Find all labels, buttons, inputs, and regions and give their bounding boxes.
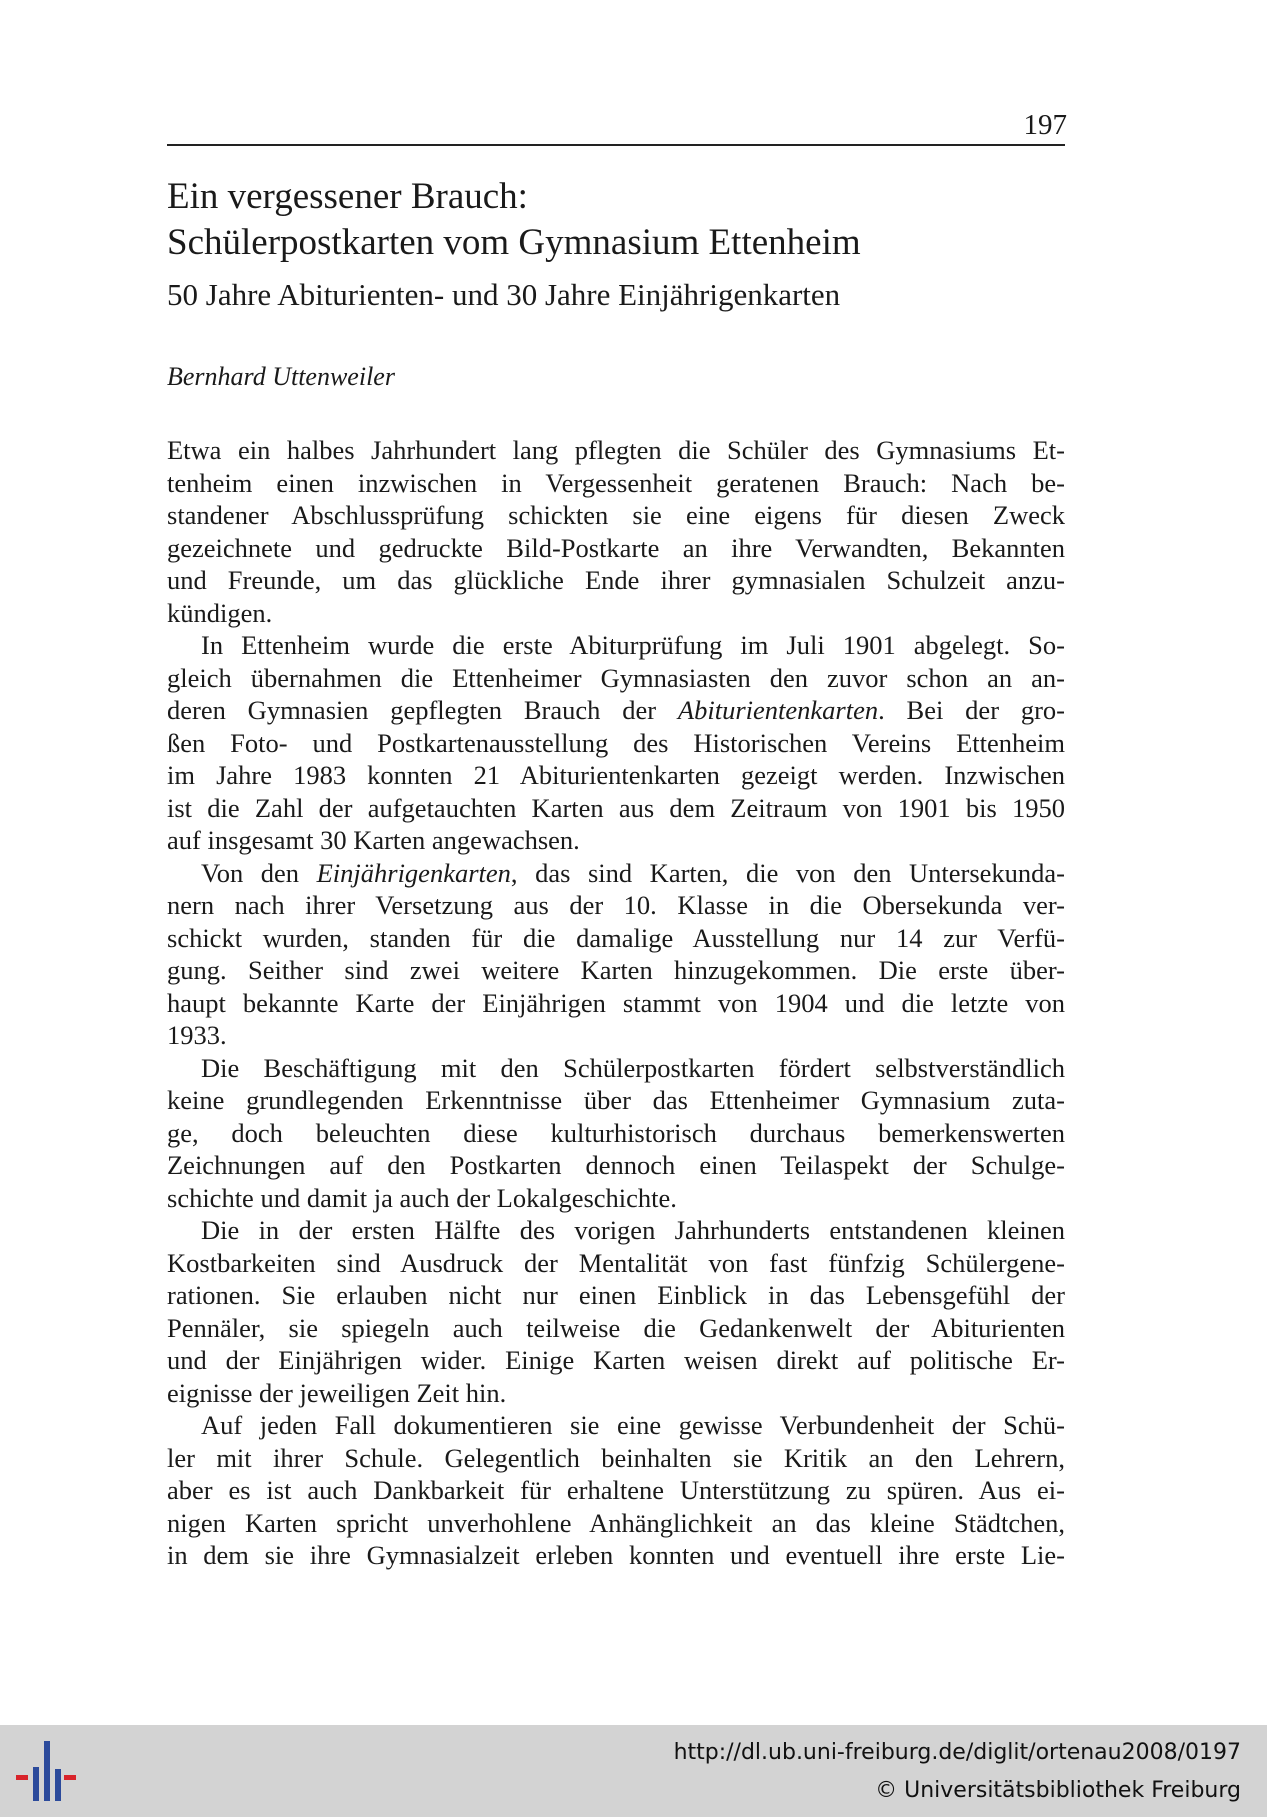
footer-url-link[interactable]: http://dl.ub.uni-freiburg.de/diglit/ortenau2008/0197 [673, 1740, 1241, 1765]
text-line: In Ettenheim wurde die erste Abiturprüfung im Juli 1901 abgelegt. So- [201, 630, 1065, 660]
title-line-1: Ein vergessener Brauch: [167, 176, 528, 217]
logo-red-bar-left [16, 1775, 28, 1780]
paragraph-3 [167, 857, 1065, 1052]
text-line: ßen Foto- und Postkartenausstellung des Historischen Vereins Ettenheim [167, 727, 1065, 758]
logo-blue-bar-tall [33, 1767, 39, 1801]
text-fragment: . Bei der gro- [878, 695, 1065, 725]
text-line [167, 857, 1065, 890]
text-line: Auf jeden Fall dokumentieren sie eine gewisse Verbundenheit der Schü- [201, 1410, 1065, 1440]
logo-blue-bar-full [44, 1741, 50, 1801]
title-line-2: Schülerpostkarten vom Gymnasium Ettenheim [167, 222, 861, 263]
header-rule [167, 144, 1065, 146]
paragraph-4 [167, 1052, 1065, 1215]
paragraph-6 [167, 1409, 1065, 1572]
text-line: nern nach ihrer Versetzung aus der 10. Klasse in die Obersekunda ver- [167, 890, 1065, 920]
article-subtitle: 50 Jahre Abiturienten- und 30 Jahre Einjährigenkarten [167, 277, 841, 312]
text-line: schickt wurden, standen für die damalige Ausstellung nur 14 zur Verfü- [167, 922, 1065, 953]
paragraph-1 [167, 434, 1065, 629]
text-line: keine grundlegenden Erkenntnisse über das Ettenheimer Gymnasium zuta- [167, 1085, 1065, 1115]
footer-copyright: © Universitätsbibliothek Freiburg [875, 1778, 1241, 1803]
page-number: 197 [1023, 109, 1067, 141]
text-line: schichte und damit ja auch der Lokalgeschichte. [167, 1182, 677, 1213]
text-line: Etwa ein halbes Jahrhundert lang pflegten die Schüler des Gymnasiums Et- [167, 435, 1065, 465]
article-author: Bernhard Uttenweiler [167, 362, 395, 391]
paragraph-2 [167, 629, 1065, 857]
text-fragment: deren Gymnasien gepflegten Brauch der [167, 695, 678, 725]
text-line: in dem sie ihre Gymnasialzeit erleben konnten und eventuell ihre erste Lie- [167, 1540, 1065, 1570]
text-line: Kostbarkeiten sind Ausdruck der Mentalität von fast fünfzig Schülergene- [167, 1247, 1065, 1278]
text-fragment: Von den [201, 857, 317, 888]
text-line: ist die Zahl der aufgetauchten Karten aus dem Zeitraum von 1901 bis 1950 [167, 792, 1065, 823]
text-line: eignisse der jeweiligen Zeit hin. [167, 1377, 507, 1408]
text-line: ler mit ihrer Schule. Gelegentlich beinhalten sie Kritik an den Lehrern, [167, 1442, 1065, 1473]
text-line: im Jahre 1983 konnten 21 Abiturientenkarten gezeigt werden. Inzwischen [167, 760, 1065, 790]
emphasis-abiturientenkarten: Abiturientenkarten [677, 695, 879, 725]
text-line: nigen Karten spricht unverhohlene Anhänglichkeit an das kleine Städtchen, [167, 1507, 1065, 1538]
text-line: Die Beschäftigung mit den Schülerpostkarten fördert selbstverständlich [201, 1052, 1065, 1083]
text-line: kündigen. [167, 597, 273, 628]
text-line: haupt bekannte Karte der Einjährigen stammt von 1904 und die letzte von [167, 987, 1065, 1018]
text-line: gezeichnete und gedruckte Bild-Postkarte an ihre Verwandten, Bekannten [167, 532, 1065, 563]
paragraph-5 [167, 1214, 1065, 1409]
text-fragment: , das sind Karten, die von den Untersekunda- [510, 857, 1066, 888]
text-line: rationen. Sie erlauben nicht nur einen Einblick in das Lebensgefühl der [167, 1280, 1065, 1310]
emphasis-einjaehrigenkarten: Einjährigenkarten [316, 857, 511, 888]
text-line: gleich übernahmen die Ettenheimer Gymnasiasten den zuvor schon an an- [167, 662, 1065, 693]
article-body [167, 434, 1065, 1572]
text-line [167, 694, 1065, 727]
text-line: aber es ist auch Dankbarkeit für erhaltene Unterstützung zu spüren. Aus ei- [167, 1475, 1065, 1505]
text-line: ge, doch beleuchten diese kulturhistorisch durchaus bemerkenswerten [167, 1117, 1065, 1148]
text-line: standener Abschlussprüfung schickten sie eine eigens für diesen Zweck [167, 500, 1065, 530]
text-line: Die in der ersten Hälfte des vorigen Jahrhunderts entstandenen kleinen [201, 1215, 1065, 1245]
text-line: 1933. [167, 1020, 227, 1050]
text-line: Zeichnungen auf den Postkarten dennoch einen Teilaspekt der Schulge- [167, 1150, 1065, 1180]
footer-bar [0, 1725, 1267, 1817]
text-line: und der Einjährigen wider. Einige Karten weisen direkt auf politische Er- [167, 1345, 1065, 1375]
text-line: Pennäler, sie spiegeln auch teilweise die Gedankenwelt der Abiturienten [167, 1312, 1065, 1343]
article-title [167, 174, 1067, 266]
logo-red-bar-right [64, 1775, 76, 1780]
ub-freiburg-logo-icon [14, 1739, 78, 1803]
text-line: und Freunde, um das glückliche Ende ihrer gymnasialen Schulzeit anzu- [167, 565, 1065, 595]
text-line: gung. Seither sind zwei weitere Karten hinzugekommen. Die erste über- [167, 955, 1065, 985]
text-line: auf insgesamt 30 Karten angewachsen. [167, 825, 580, 855]
text-line: tenheim einen inzwischen in Vergessenheit geratenen Brauch: Nach be- [167, 467, 1065, 498]
logo-blue-bar-mid [55, 1769, 61, 1801]
